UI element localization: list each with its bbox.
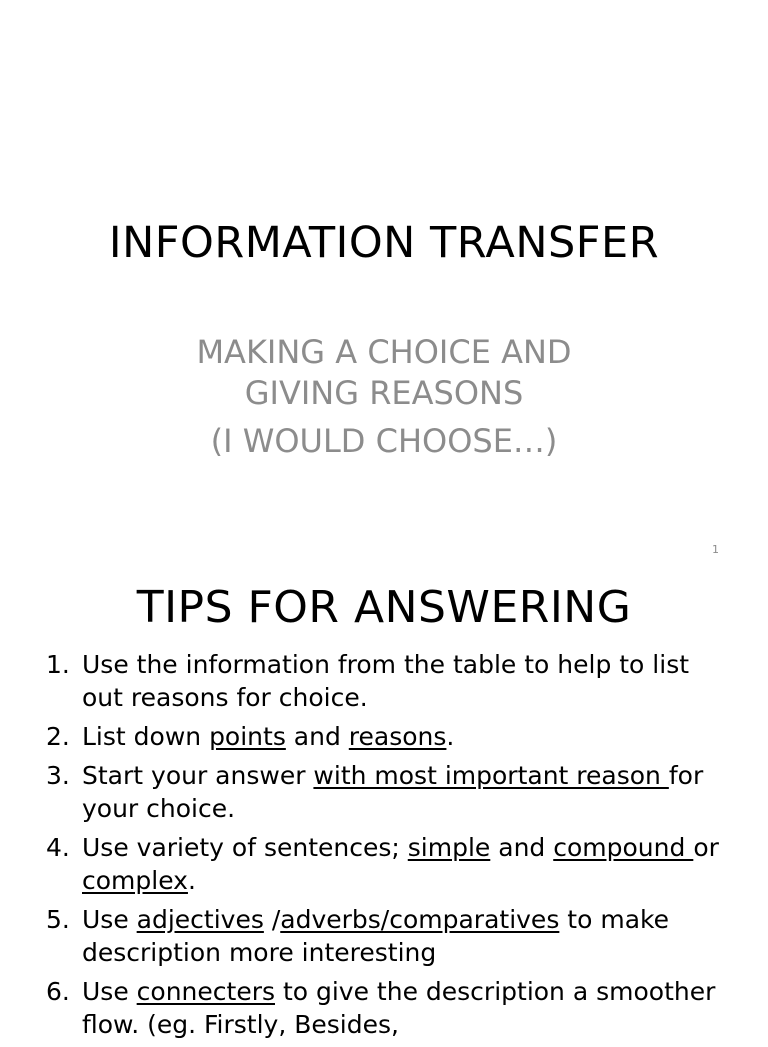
tip-underlined-text: connecters — [136, 977, 275, 1006]
slide-title: INFORMATION TRANSFER — [108, 218, 660, 268]
tip-text: to make description more interesting — [82, 905, 669, 967]
tip-text: Use variety of sentences; — [82, 833, 408, 862]
tip-text: List down — [82, 722, 210, 751]
tip-item — [0, 648, 768, 714]
tip-underlined-text: adjectives — [136, 905, 264, 934]
slide-title: TIPS FOR ANSWERING — [136, 582, 632, 633]
slide-number: 1 — [712, 543, 719, 556]
tip-text: Start your answer — [82, 761, 314, 790]
tip-underlined-text: with most important reason — [313, 761, 669, 790]
tip-text: Use — [82, 977, 137, 1006]
tip-item — [0, 720, 768, 753]
tips-list — [0, 648, 768, 1047]
slide-subtitle-line-2: GIVING REASONS — [244, 374, 524, 412]
tip-text: and — [490, 833, 554, 862]
slide-subtitle-line-1: MAKING A CHOICE AND — [196, 333, 572, 371]
tip-text: . — [187, 866, 196, 895]
tip-underlined-text: compound — [553, 833, 694, 862]
tip-item — [0, 759, 768, 825]
tip-text: Use the information from the table to help to list out reasons for choice. — [82, 650, 690, 712]
tip-underlined-text: reasons — [348, 722, 447, 751]
tip-number: 2. — [46, 722, 70, 751]
tip-text: to give the description a smoother flow. (eg. Firstly, Besides, — [82, 977, 716, 1039]
tip-underlined-text: adverbs/comparatives — [280, 905, 560, 934]
slide-subtitle-line-3: (I WOULD CHOOSE…) — [210, 422, 558, 460]
tip-text: or — [693, 833, 719, 862]
tip-underlined-text: points — [209, 722, 286, 751]
tip-text: for your choice. — [82, 761, 704, 823]
tip-underlined-text: simple — [407, 833, 491, 862]
tip-underlined-text: complex — [82, 866, 188, 895]
tip-number: 3. — [46, 761, 70, 790]
slide-2 — [0, 562, 768, 1039]
tip-text: . — [446, 722, 455, 751]
tip-number: 1. — [46, 650, 70, 679]
tip-item — [0, 975, 768, 1041]
tip-number: 5. — [46, 905, 70, 934]
tip-item — [0, 831, 768, 897]
tip-item — [0, 903, 768, 969]
tip-text: Use — [82, 905, 137, 934]
tip-number: 6. — [46, 977, 70, 1006]
tip-number: 4. — [46, 833, 70, 862]
tip-text: / — [263, 905, 281, 934]
tip-text: and — [285, 722, 349, 751]
